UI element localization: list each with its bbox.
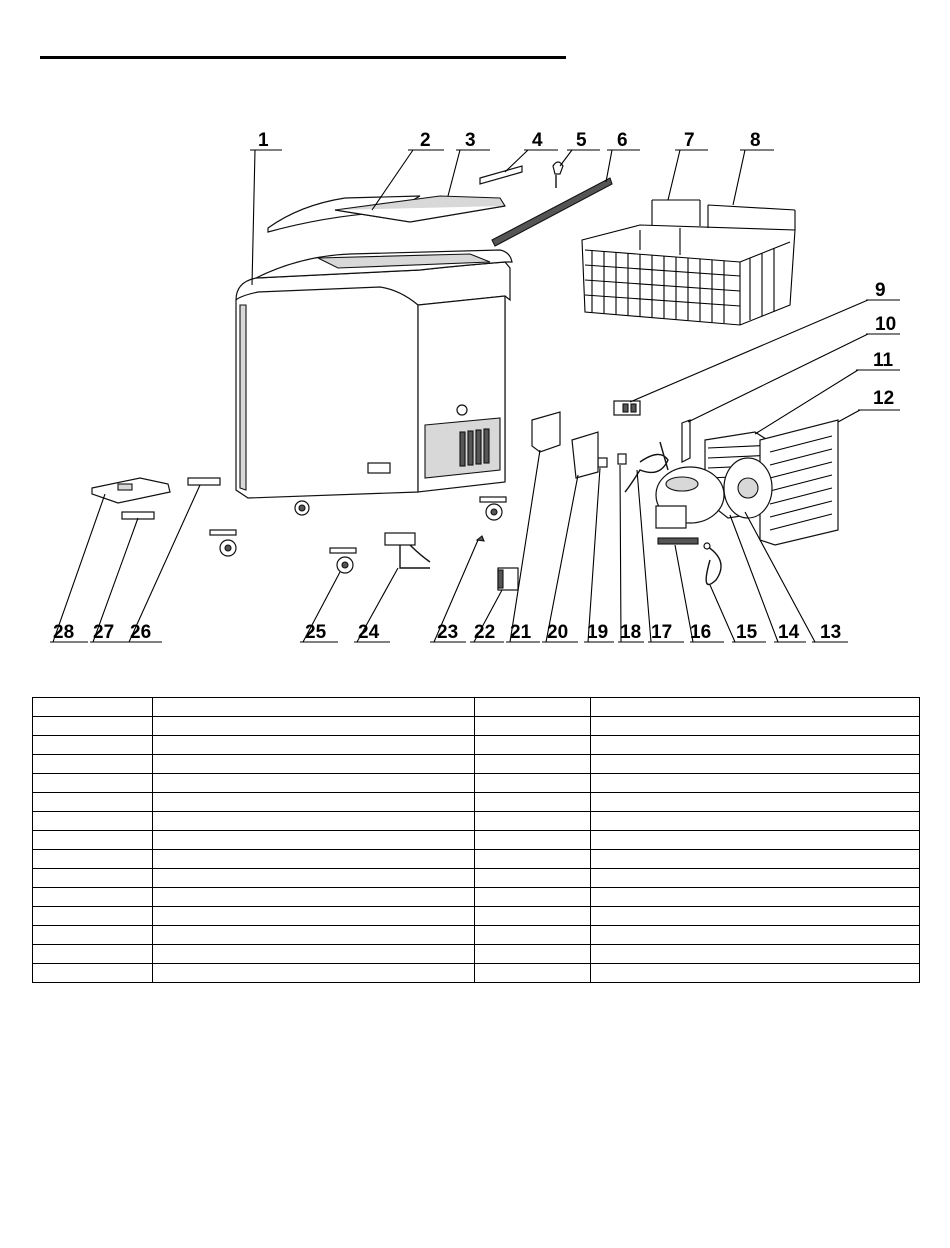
table-row — [33, 850, 920, 869]
table-cell — [475, 888, 591, 907]
callout-5: 5 — [576, 130, 587, 151]
ballast-and-casters — [210, 530, 430, 573]
table-cell — [153, 717, 475, 736]
table-row — [33, 831, 920, 850]
table-cell — [475, 698, 591, 717]
table-cell — [33, 945, 153, 964]
callout-16: 16 — [690, 622, 712, 643]
table-cell — [33, 850, 153, 869]
table-cell — [591, 926, 920, 945]
table-cell — [153, 755, 475, 774]
table-cell — [33, 774, 153, 793]
table-cell — [33, 964, 153, 983]
table-row — [33, 964, 920, 983]
table-cell — [33, 717, 153, 736]
table-row — [33, 755, 920, 774]
table-cell — [475, 926, 591, 945]
table-cell — [153, 831, 475, 850]
callout-15: 15 — [736, 622, 758, 643]
table-cell — [591, 945, 920, 964]
table-cell — [475, 717, 591, 736]
callout-24: 24 — [358, 622, 380, 643]
callout-6: 6 — [617, 130, 628, 151]
table-cell — [475, 964, 591, 983]
table-row — [33, 698, 920, 717]
table-row — [33, 736, 920, 755]
table-cell — [153, 907, 475, 926]
wire-baskets — [582, 200, 795, 325]
table-cell — [591, 774, 920, 793]
table-cell — [475, 736, 591, 755]
table-cell — [33, 926, 153, 945]
table-cell — [33, 831, 153, 850]
table-cell — [153, 964, 475, 983]
table-cell — [33, 888, 153, 907]
table-row — [33, 793, 920, 812]
table-cell — [153, 736, 475, 755]
callout-12: 12 — [873, 388, 895, 409]
table-cell — [33, 698, 153, 717]
table-cell — [33, 736, 153, 755]
table-cell — [475, 793, 591, 812]
callout-19: 19 — [587, 622, 609, 643]
trim-parts — [92, 478, 220, 519]
table-cell — [153, 850, 475, 869]
table-cell — [475, 812, 591, 831]
table-row — [33, 812, 920, 831]
callout-13: 13 — [820, 622, 842, 643]
callout-14: 14 — [778, 622, 800, 643]
sliding-glass-lids — [268, 196, 505, 232]
table-cell — [475, 907, 591, 926]
table-cell — [33, 869, 153, 888]
table-cell — [475, 774, 591, 793]
parts-list-table — [32, 697, 920, 983]
callout-26: 26 — [130, 622, 152, 643]
table-cell — [33, 793, 153, 812]
callout-21: 21 — [510, 622, 532, 643]
table-cell — [591, 888, 920, 907]
table-cell — [33, 907, 153, 926]
table-cell — [591, 755, 920, 774]
table-cell — [591, 869, 920, 888]
table-cell — [153, 774, 475, 793]
table-cell — [475, 755, 591, 774]
table-cell — [591, 698, 920, 717]
callout-4: 4 — [532, 130, 543, 151]
table-cell — [475, 869, 591, 888]
table-cell — [591, 793, 920, 812]
table-cell — [153, 945, 475, 964]
table-cell — [591, 907, 920, 926]
table-row — [33, 907, 920, 926]
callout-11: 11 — [873, 350, 894, 371]
table-row — [33, 869, 920, 888]
table-cell — [153, 812, 475, 831]
table-row — [33, 888, 920, 907]
callout-17: 17 — [651, 622, 673, 643]
table-cell — [475, 945, 591, 964]
table-cell — [591, 736, 920, 755]
table-cell — [153, 888, 475, 907]
table-cell — [591, 964, 920, 983]
callout-9: 9 — [875, 280, 886, 301]
callout-1: 1 — [258, 130, 269, 151]
callout-10: 10 — [875, 314, 897, 335]
callout-27: 27 — [93, 622, 115, 643]
table-cell — [591, 812, 920, 831]
callout-2: 2 — [420, 130, 431, 151]
table-cell — [153, 698, 475, 717]
callout-7: 7 — [684, 130, 695, 151]
callout-22: 22 — [474, 622, 496, 643]
table-cell — [475, 831, 591, 850]
table-row — [33, 926, 920, 945]
table-row — [33, 945, 920, 964]
table-cell — [591, 831, 920, 850]
table-row — [33, 717, 920, 736]
table-cell — [591, 850, 920, 869]
table-cell — [475, 850, 591, 869]
table-cell — [33, 755, 153, 774]
callout-20: 20 — [547, 622, 569, 643]
parts-table-body — [33, 698, 920, 983]
callout-3: 3 — [465, 130, 476, 151]
callout-25: 25 — [305, 622, 327, 643]
freezer-cabinet — [236, 250, 512, 520]
table-cell — [153, 793, 475, 812]
table-cell — [153, 926, 475, 945]
control-parts — [614, 401, 690, 462]
callout-23: 23 — [437, 622, 459, 643]
table-row — [33, 774, 920, 793]
callout-28: 28 — [53, 622, 75, 643]
callout-8: 8 — [750, 130, 761, 151]
table-cell — [33, 812, 153, 831]
callout-18: 18 — [620, 622, 642, 643]
table-cell — [153, 869, 475, 888]
table-cell — [591, 717, 920, 736]
